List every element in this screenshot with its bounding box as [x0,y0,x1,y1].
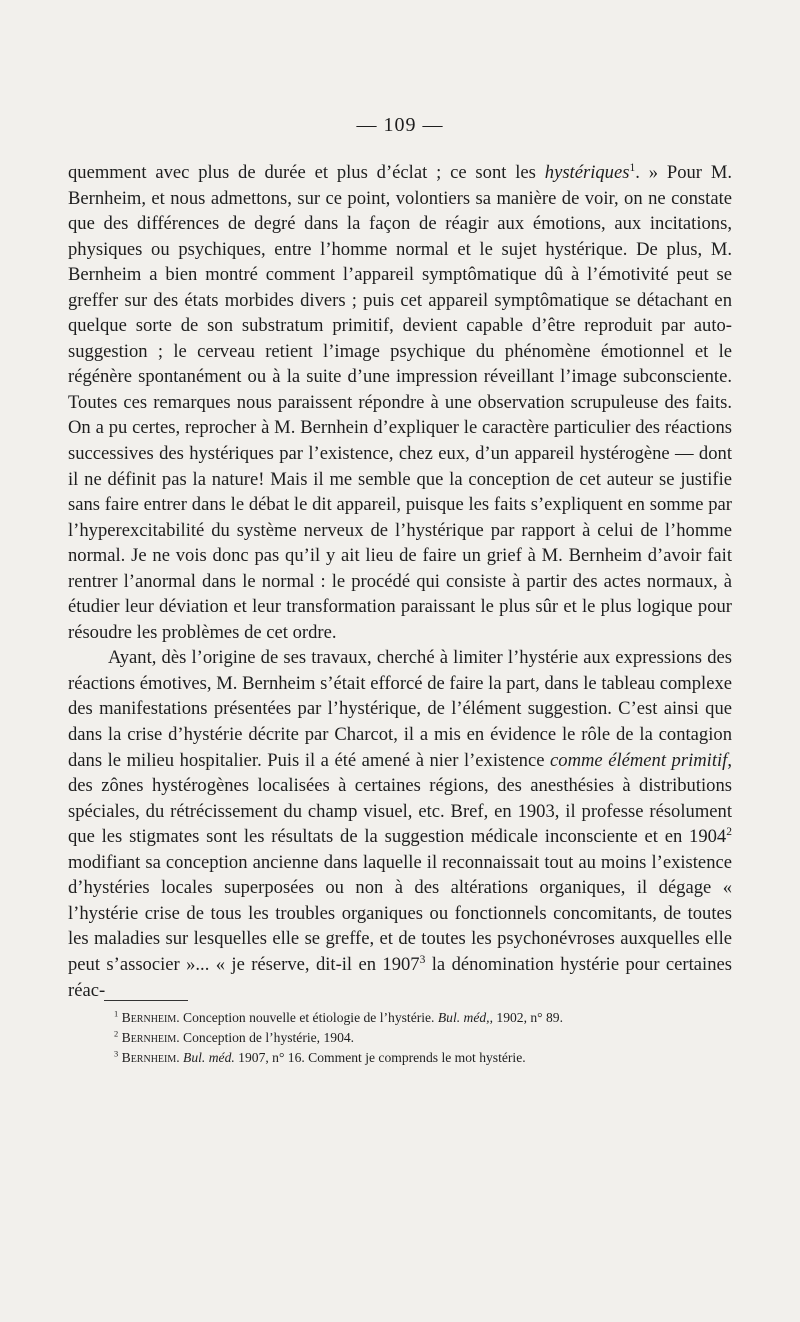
italic-text: comme élément primitif [550,749,728,771]
text-run: . Conception de l’hystérie, 1904. [176,1030,355,1045]
body-text [68,160,732,1003]
footnote [68,1048,732,1067]
text-run: Ayant, dès l’origine de ses travaux, cherché à limiter l’hystérie aux expressions des réactions émotives, M. Bernheim s’était efforcé de faire la part, dans le tableau complexe des manifestations présentées par l’hystérique, de l’élément suggestion. C’est ainsi que dans la crise d’hystérie décrite par Charcot, il a mis en évidence le rôle de la contagion dans le milieu hospitalier. Puis il a été amené à nier l’existence [68,647,732,771]
page-number: — 109 — [356,114,444,136]
author-name: Bernheim [121,1050,177,1065]
italic-text: Bul. méd, [437,1010,490,1025]
text-run: modifiant sa conception ancienne dans laquelle il reconnaissait tout au moins l’existence d’hystéries locales superposées ou non à des altérations organiques, il dégage « l’hystérie crise de tous les troubles organiques ou fonctionnels concomitants, de toutes les maladies sur lesquelles elle se greffe, et de toutes les psychonévroses auxquelles elle peut s’associer »... « je réserve, dit-il en 1907 [68,851,732,975]
footnote-marker: 3 [114,1048,119,1059]
footnote-marker: 1 [114,1008,119,1019]
footnotes [68,1008,732,1068]
italic-text: hystériques [544,162,630,183]
footnote-separator [104,1000,188,1001]
footnote-marker: 1 [629,161,636,174]
text-run: . [176,1050,184,1065]
italic-text: Bul. méd. [183,1050,235,1065]
footnote-marker: 2 [726,826,732,839]
footnote-marker: 3 [419,953,426,966]
text-run: 1907, n° 16. Comment je comprends le mot hystérie. [234,1050,526,1065]
paragraph [68,160,732,645]
text-run: . » Pour M. Bernheim, et nous admettons, sur ce point, volontiers sa manière de voir, on ne constate que des différences de degré dans la façon de réagir aux émotions, aux incitations, physiques ou psychiques, entre l’homme normal et le sujet hystérique. De plus, M. Bernheim a bien montré comment l’appareil symptômatique dû à l’émotivité peut se greffer sur des états morbides divers ; puis cet appareil symptômatique se détachant en quelque sorte de son substratum primitif, devient capable d’être reproduit par auto-suggestion ; le cerveau retient l’image psychique du phénomène émotionnel et le régénère spontanément ou à la suite d’une impression réveillant l’image subconsciente. Toutes ces remarques nous paraissent répondre à une observation scrupuleuse des faits. On a pu certes, reprocher à M. Bernhein d’expliquer le caractère particulier des réactions successives des hystériques par l’existence, chez eux, d’un appareil hystérogène — dont il ne définit pas la nature! Mais il me semble que la conception de cet auteur se justifie sans faire entrer dans le débat le dit appareil, puisque les faits s’expliquent en somme par l’hyperexcitabilité du système nerveux de l’hystérique par rapport à celui de l’homme normal. Je ne vois donc pas qu’il y ait lieu de faire un grief à M. Bernheim d’avoir fait rentrer l’anormal dans le normal : le procédé qui consiste à partir des actes normaux, à étudier leur déviation et leur transformation paraissant le plus sûr et le plus logique pour résoudre les problèmes de cet ordre. [68,162,733,643]
text-run: quemment avec plus de durée et plus d’éclat ; ce sont les [68,162,545,183]
text-run: . Conception nouvelle et étiologie de l’hystérie. [176,1010,438,1025]
paragraph [68,645,732,1003]
footnote [68,1008,732,1027]
text-run: la dénomination hystérie pour certaines réac- [68,953,732,1001]
footnote-marker: 2 [114,1028,119,1039]
footnote [68,1028,732,1047]
text-run: , 1902, n° 89. [489,1010,563,1025]
text-run: , des zônes hystérogènes localisées à certaines régions, des anesthésies à distributions spéciales, du rétrécissement du champ visuel, etc. Bref, en 1903, il professe résolument que les stigmates sont les résultats de la suggestion médicale inconsciente et en 1904 [68,749,732,848]
author-name: Bernheim [121,1010,177,1025]
author-name: Bernheim [121,1030,177,1045]
